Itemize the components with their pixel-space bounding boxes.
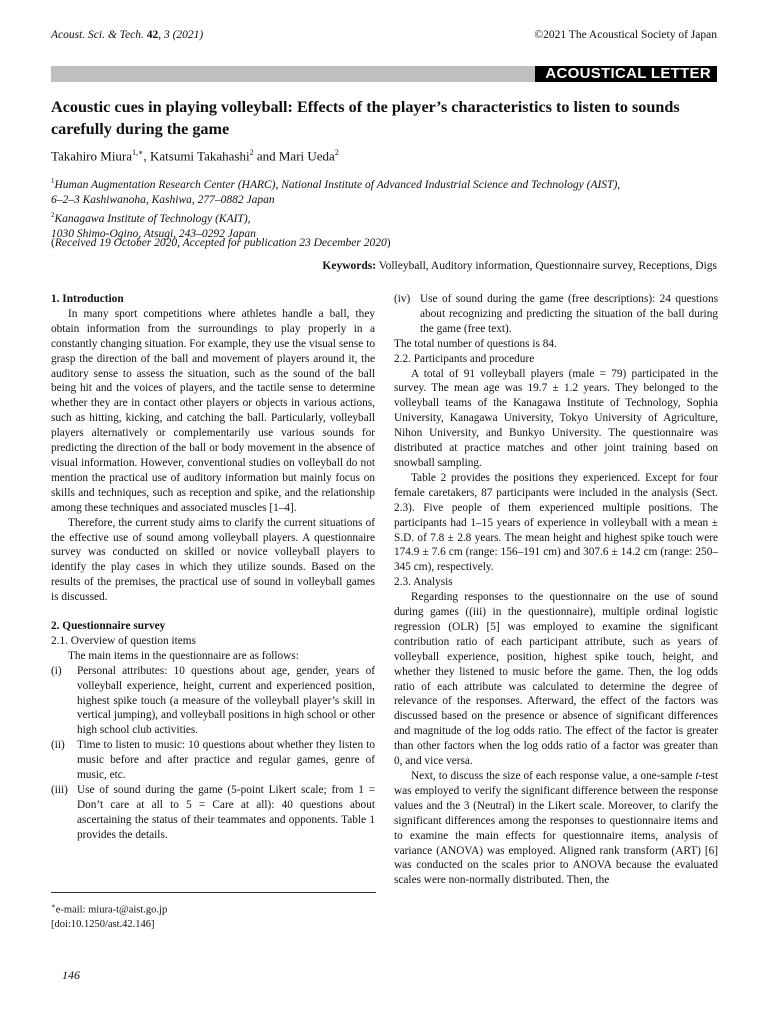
footnote-doi: [doi:10.1250/ast.42.146]: [51, 918, 155, 930]
subsection-heading: 2.3. Analysis: [394, 576, 453, 589]
list-item: (iii) Use of sound during the game (5-point Likert scale; from 1 = Don’t care at all to 5 = Care at all): 40 questions about ascertaining the status of their teammates and opponents. Table 1 provides the details.: [51, 784, 375, 841]
list-item: (ii) Time to listen to music: 10 questions about whether they listen to music before and after practice and regular games, genre of music, etc.: [51, 739, 375, 782]
author-name: Mari Ueda: [278, 148, 335, 164]
category-label: ACOUSTICAL LETTER: [535, 66, 717, 82]
received-dates: (Received 19 October 2020, Accepted for publication 23 December 2020): [51, 237, 391, 249]
keywords: Keywords: Volleyball, Auditory information, Questionnaire survey, Receptions, Digs: [322, 260, 717, 272]
subsection-heading: 2.2. Participants and procedure: [394, 352, 535, 365]
affiliations: [51, 174, 717, 242]
paragraph: The total number of questions is 84.: [394, 337, 557, 350]
author-name: Takahiro Miura: [51, 148, 133, 164]
article-title: Acoustic cues in playing volleyball: Effects of the player’s characteristics to listen to sounds carefully during the game: [51, 98, 680, 138]
footnote-email: ∗e-mail: miura-t@aist.go.jp: [51, 902, 168, 916]
paragraph: A total of 91 volleyball players (male = 79) participated in the survey. The mean age was 19.7 ± 1.2 years. They belonged to the volleyball teams of the Kanagawa Institute of Technology, Sophia University, Kanagawa University, Tokyo University of Agriculture, Nihon University, and Bunkyo University. The questionnaire was distributed at practice matches and other joint training based on snowball sampling.: [394, 367, 718, 469]
left-column: [51, 292, 375, 843]
paragraph: Regarding responses to the questionnaire on the use of sound during games ((iii) in the questionnaire), multiple ordinal logistic regression (OLR) [5] was employed to examine the significant contribution ratio of each participant attribute, such as years of volleyball experience, position, highest spike touch, height, and whether they listened to music before the game. Then, the log odds ratio of each attribute was calculated to determine the degree of relevance of the responses. Afterward, the effect of the factors was discussed based on the presence or absence of significant differences and magnitude of the log odds ratio. The effect of the factor is greater than other factors when the log odds ratio of a factor was greater than 0, and vice versa.: [394, 591, 718, 768]
paragraph: Therefore, the current study aims to clarify the current situations of the effective use of sound among volleyball players. A questionnaire survey was conducted on skilled or novice volleyball players to identify the play cases in which they utilize sounds. Based on the results of the premises, the practical use of sound in volleyball games is discussed.: [51, 516, 375, 604]
author-list: Takahiro Miura$^{1,∗}$, Katsumi Takahashi$^2$ and Mari Ueda$^2$: [51, 148, 339, 164]
copyright: ©2021 The Acoustical Society of Japan: [534, 29, 717, 41]
footnote: [51, 892, 376, 932]
subsection-heading: 2.1. Overview of question items: [51, 634, 196, 647]
list-item: (iv) Use of sound during the game (free descriptions): 24 questions about recognizing and predicting the situation of the ball during the game (free text).: [394, 293, 718, 335]
affiliation-1-address: 6–2–3 Kashiwanoha, Kashiwa, 277–0882 Japan: [51, 193, 275, 206]
journal-citation: Acoust. Sci. & Tech. 42, 3 (2021): [51, 29, 204, 41]
affiliation-1: $^1$Human Augmentation Research Center (HARC), National Institute of Advanced Industrial Science and Technology (AIST),: [51, 177, 621, 191]
paragraph: In many sport competitions where athletes handle a ball, they obtain information from the surroundings to play properly in a constantly changing situation. For example, they use the visual sense to grasp the direction of the ball and movement of players around it, the auditory sense to assess the situation, such as the sound of the ball being hit and the voices of players, and the tactile sense to determine whether they are in contact other players or objects in various actions, such as hitting, kicking, and catching the ball. Particularly, volleyball players alternatively or complementarily use various sounds for predicting the direction of the ball or body movement in the absence of visual information. However, conventional studies on volleyball do not mention the practical use of auditory information but mainly focus on skills and techniques, such as reception and spike, and the relationship among these techniques and associated muscles [1–4].: [51, 307, 375, 514]
running-header: [51, 29, 717, 47]
keywords-label: Keywords:: [322, 260, 377, 272]
section-heading: 2. Questionnaire survey: [51, 620, 166, 633]
page-number: 146: [62, 968, 80, 982]
right-column: [394, 292, 718, 888]
category-band: [51, 66, 717, 82]
affiliation-2-address: 1030 Shimo-Ogino, Atsugi, 243–0292 Japan: [51, 227, 256, 240]
affiliation-2: $^2$Kanagawa Institute of Technology (KAIT),: [51, 210, 251, 225]
list-item: (i) Personal attributes: 10 questions about age, gender, years of volleyball experience, height, current and experienced position, highest spike touch (a measure of the volleyball player’s skill in vertical jumping), and volleyball positions in high school or other high school club activities.: [51, 664, 375, 737]
author-name: Katsumi Takahashi: [149, 148, 250, 164]
paragraph: Next, to discuss the size of each response value, a one-sample t-test was employed to verify the significant difference between the response values and the 3 (Neutral) in the Likert scale. Moreover, to clarify the significant differences among the responses to questionnaire items and to examine the main effects for questionnaire items, analysis of variance (ANOVA) was employed. Aligned rank transform (ART) [6] was conducted on the scales prior to ANOVA because the evaluated scales were non-normally distributed. Then, the: [394, 770, 718, 887]
paragraph: Table 2 provides the positions they experienced. Except for four female caretakers, 87 participants were included in the analysis (Sect. 2.3). Five people of them experienced multiple positions. The participants had 1–15 years of experience in volleyball with a mean ± S.D. of 7.8 ± 2.8 years. The mean height and highest spike touch were 174.9 ± 7.6 cm (range: 156–191 cm) and 307.6 ± 14.2 cm (range: 250–345 cm), respectively.: [394, 471, 718, 574]
paragraph: The main items in the questionnaire are as follows:: [67, 649, 299, 662]
section-heading: 1. Introduction: [51, 293, 124, 305]
